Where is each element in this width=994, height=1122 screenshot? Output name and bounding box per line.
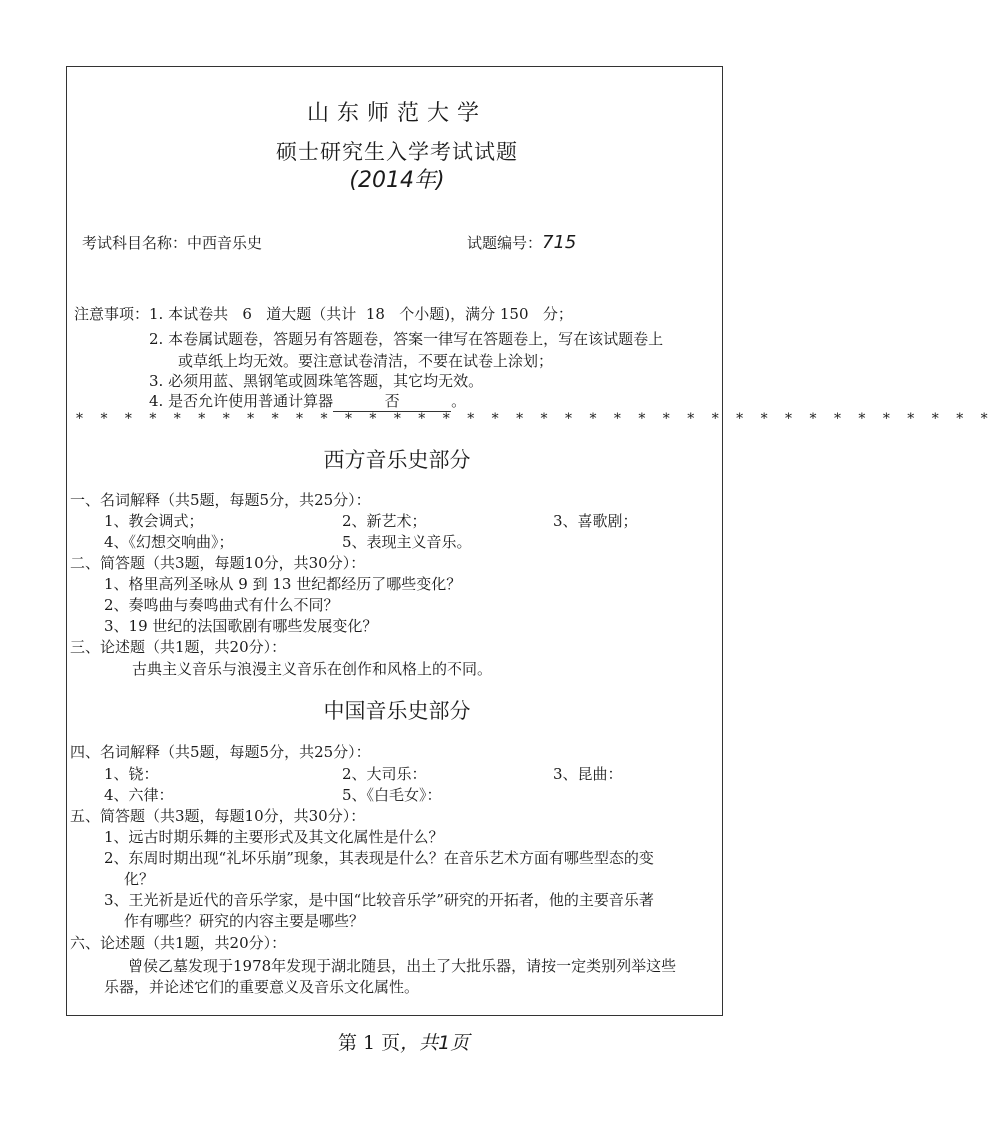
exam-year-handwritten: (2014年) bbox=[349, 168, 445, 193]
q4-heading: 四、名词解释（共5题，每题5分，共25分）： bbox=[70, 743, 371, 761]
q5-item-2-line1: 2、东周时期出现“礼坏乐崩”现象，其表现是什么？在音乐艺术方面有哪些型态的变 bbox=[104, 849, 654, 867]
q6-line2: 乐器，并论述它们的重要意义及音乐文化属性。 bbox=[104, 978, 420, 996]
q6-heading: 六、论述题（共1题，共20分）： bbox=[70, 934, 287, 952]
q4-item-1: 1、铙： bbox=[104, 765, 159, 783]
subject-name: 考试科目名称：中西音乐史 bbox=[82, 234, 263, 252]
q4-item-3: 3、昆曲： bbox=[553, 765, 623, 783]
subject-code bbox=[467, 232, 576, 253]
calculator-answer: 否 bbox=[333, 390, 451, 412]
subject-code-value: 715 bbox=[542, 232, 577, 253]
q4-item-5: 5、《白毛女》： bbox=[342, 786, 442, 804]
notes-item-3: 3. 必须用蓝、黑钢笔或圆珠笔答题，其它均无效。 bbox=[149, 372, 484, 390]
q1-item-4: 4、《幻想交响曲》； bbox=[104, 533, 234, 551]
q3-text: 古典主义音乐与浪漫主义音乐在创作和风格上的不同。 bbox=[132, 660, 493, 678]
section-title-chinese: 中国音乐史部分 bbox=[323, 699, 471, 723]
q2-item-2: 2、奏鸣曲与奏鸣曲式有什么不同？ bbox=[104, 596, 339, 614]
q1-item-5: 5、表现主义音乐。 bbox=[342, 533, 472, 551]
q1-heading: 一、名词解释（共5题，每题5分，共25分）： bbox=[70, 491, 371, 509]
q6-line1: 曾侯乙墓发现于1978年发现于湖北随县，出土了大批乐器，请按一定类别列举这些 bbox=[128, 957, 677, 975]
q5-item-3-line2: 作有哪些？研究的内容主要是哪些？ bbox=[124, 912, 365, 930]
q1-item-3: 3、喜歌剧； bbox=[553, 512, 638, 530]
q5-item-3-line1: 3、王光祈是近代的音乐学家，是中国“比较音乐学”研究的开拓者，他的主要音乐著 bbox=[104, 891, 654, 909]
page-total-handwritten: ，共1页 bbox=[400, 1032, 470, 1054]
q1-item-1: 1、教会调式； bbox=[104, 512, 204, 530]
section-title-western: 西方音乐史部分 bbox=[323, 448, 471, 472]
notes-item-2-line1: 2. 本卷属试题卷，答题另有答题卷，答案一律写在答题卷上，写在该试题卷上 bbox=[149, 330, 664, 348]
q2-item-1: 1、格里高列圣咏从 9 到 13 世纪都经历了哪些变化？ bbox=[104, 575, 462, 593]
notes-item-1-total: 18 bbox=[365, 305, 385, 323]
q2-heading: 二、简答题（共3题，每题10分，共30分）： bbox=[70, 554, 366, 572]
page-number bbox=[338, 1028, 469, 1055]
subject-code-label: 试题编号： bbox=[467, 234, 543, 252]
q2-item-3: 3、19 世纪的法国歌剧有哪些发展变化？ bbox=[104, 617, 378, 635]
q4-item-4: 4、六律： bbox=[104, 786, 174, 804]
notes-item-1-b: 道大题（共计 bbox=[266, 305, 357, 323]
notes-item-1-c: 个小题)，满分 150 bbox=[399, 305, 529, 323]
q5-item-2-line2: 化？ bbox=[124, 870, 155, 888]
university-name: 山东师范大学 bbox=[306, 101, 487, 126]
separator-stars: * * * * * * * * * * * * * * * * * * * * * * * * * * * * * * * * * * * * * * bbox=[76, 411, 994, 427]
notes-item-1 bbox=[74, 303, 573, 324]
q1-item-2: 2、新艺术； bbox=[342, 512, 427, 530]
notes-item-1-count: 6 bbox=[242, 305, 252, 323]
q3-heading: 三、论述题（共1题，共20分）： bbox=[70, 638, 287, 656]
q5-heading: 五、简答题（共3题，每题10分，共30分）： bbox=[70, 807, 366, 825]
notes-item-4-a: 4. 是否允许使用普通计算器 bbox=[149, 392, 334, 410]
q4-item-2: 2、大司乐： bbox=[342, 765, 427, 783]
notes-label: 注意事项： bbox=[74, 305, 150, 323]
notes-item-1-a: 1. 本试卷共 bbox=[149, 305, 229, 323]
q5-item-1: 1、远古时期乐舞的主要形式及其文化属性是什么？ bbox=[104, 828, 444, 846]
notes-item-4-end: 。 bbox=[451, 392, 467, 410]
notes-item-4 bbox=[149, 390, 466, 412]
page-number-printed: 第 1 页 bbox=[338, 1032, 401, 1054]
notes-item-2-line2: 或草纸上均无效。要注意试卷清洁，不要在试卷上涂划； bbox=[178, 352, 554, 370]
exam-title: 硕士研究生入学考试试题 bbox=[276, 140, 518, 164]
notes-item-1-d: 分； bbox=[542, 305, 573, 323]
